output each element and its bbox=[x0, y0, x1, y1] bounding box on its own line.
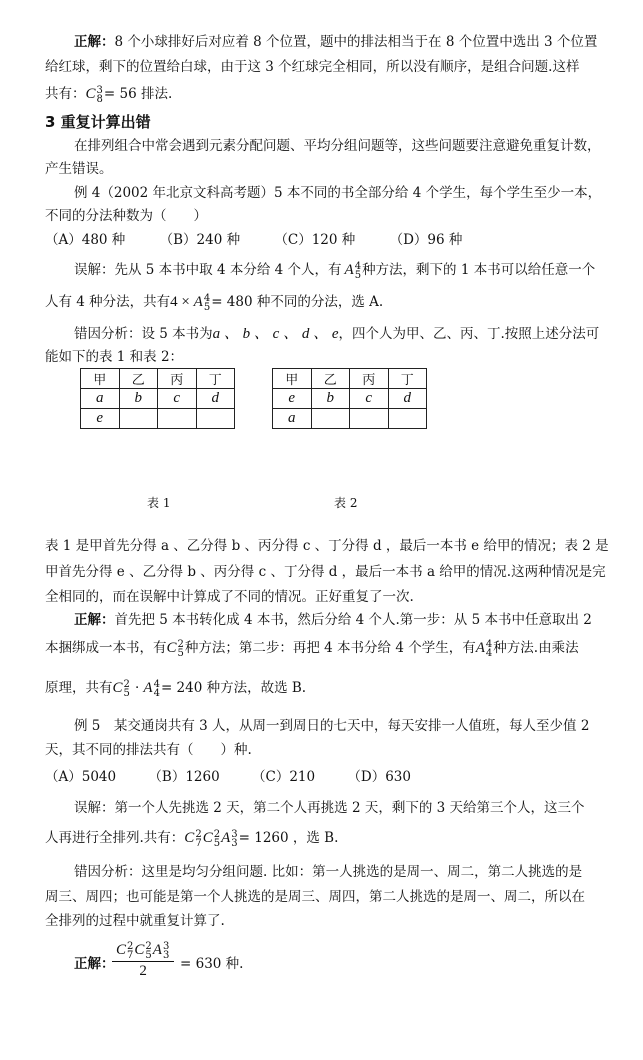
intro-line2: 产生错误。 bbox=[45, 161, 113, 177]
table-header-row bbox=[81, 369, 235, 389]
option-a: （A）5040 bbox=[45, 769, 117, 785]
ex4-explain-line3: 全相同的，而在误解中计算成了不同的情况。正好重复了一次. bbox=[45, 589, 414, 605]
ex5-line1: 例 5 某交通岗共有 3 人，从周一到周日的七天中，每天安排一人值班，每人至少值 2 bbox=[74, 718, 590, 734]
table-row bbox=[273, 409, 427, 429]
table-cell bbox=[311, 409, 350, 429]
math-sup: 4 bbox=[203, 292, 211, 304]
math-index: 2 5 bbox=[177, 638, 184, 659]
table-cell: 丁 bbox=[196, 369, 235, 389]
text: 错因分析：设 5 本书为 bbox=[74, 326, 213, 342]
option-b: （B）1260 bbox=[148, 769, 220, 785]
ex4-correct-line1 bbox=[74, 610, 592, 630]
correct-label: 正解： bbox=[74, 956, 115, 972]
correct-label: 正解： bbox=[74, 34, 115, 50]
table-row bbox=[81, 409, 235, 429]
math-index: 2 5 bbox=[213, 828, 221, 849]
option-b: （B）240 种 bbox=[159, 232, 241, 248]
table-cell: c bbox=[158, 389, 197, 409]
text: 种方法.由乘法 bbox=[493, 640, 579, 656]
table-cell bbox=[158, 409, 197, 429]
ex4-wrong-line1 bbox=[74, 260, 595, 280]
ex5-options bbox=[45, 767, 411, 787]
table-1-caption: 表 1 bbox=[147, 496, 171, 510]
table-cell: e bbox=[81, 409, 120, 429]
math-sub: 5 bbox=[354, 269, 362, 281]
ex5-analysis-line3: 全排列的过程中就重复计算了. bbox=[45, 913, 225, 929]
table-cell: c bbox=[350, 389, 389, 409]
table-cell bbox=[388, 409, 427, 429]
ex4-correct-line3: 原理，共有C 2 5 · A 4 4 = 240 种方法，故选 B. bbox=[45, 678, 307, 699]
math-index: 2 7 bbox=[195, 828, 202, 849]
math-index: 3 3 bbox=[231, 828, 238, 849]
ex5-analysis-line1: 错因分析：这里是均匀分组问题. 比如：第一人挑选的是周一、周二，第二人挑选的是 bbox=[74, 864, 583, 880]
table-header-row bbox=[273, 369, 427, 389]
option-d: （D）96 种 bbox=[389, 232, 463, 248]
table-cell: a bbox=[81, 389, 120, 409]
text: ，四个人为甲、乙、丙、丁.按照上述分法可 bbox=[338, 326, 600, 342]
math-index: 4 4 bbox=[153, 678, 160, 699]
ex5-line2: 天，其不同的排法共有（ ）种. bbox=[45, 742, 252, 758]
ex5-correct-label bbox=[74, 954, 115, 974]
table-cell: d bbox=[388, 389, 427, 409]
option-c: （C）120 种 bbox=[274, 232, 356, 248]
table-cell: e bbox=[273, 389, 312, 409]
math-letters: a 、 b 、 c 、 d 、 e bbox=[212, 326, 339, 342]
section-heading: 3 重复计算出错 bbox=[45, 113, 151, 131]
math-symbol: A bbox=[193, 294, 203, 310]
text: = 480 种不同的分法，选 A. bbox=[211, 294, 384, 310]
text: 人再进行全排列.共有： bbox=[45, 830, 185, 846]
math-symbol: A bbox=[344, 262, 354, 278]
text: = 56 排法. bbox=[103, 86, 173, 102]
ex5-analysis-line2: 周三、周四；也可能是第一个人挑选的是周三、周四，第二人挑选的是周一、周二，所以在 bbox=[45, 889, 585, 905]
text: 种方法；第二步：再把 4 本书分给 4 个学生，有 bbox=[184, 640, 476, 656]
ex5-correct-fraction bbox=[112, 940, 174, 980]
text: 人有 4 种分法，共有 bbox=[45, 294, 171, 310]
table-cell bbox=[119, 409, 158, 429]
table-row bbox=[273, 389, 427, 409]
ex4-analysis-line1 bbox=[74, 324, 599, 344]
table-cell bbox=[196, 409, 235, 429]
ex4-line2: 不同的分法种数为（ ） bbox=[45, 208, 207, 224]
text: 共有： bbox=[45, 86, 86, 102]
table-cell: 乙 bbox=[119, 369, 158, 389]
ex5-wrong-line1: 误解：第一个人先挑选 2 天，第二个人再挑选 2 天，剩下的 3 天给第三个人，这三个 bbox=[74, 800, 585, 816]
math-index bbox=[355, 262, 361, 280]
math-sup: 3 bbox=[96, 84, 103, 96]
table-cell: 甲 bbox=[81, 369, 120, 389]
math-index: 2 5 bbox=[123, 678, 130, 699]
table-2-caption: 表 2 bbox=[334, 496, 358, 510]
ex4-line1: 例 4（2002 年北京文科高考题）5 本不同的书全部分给 4 个学生，每个学生至少一本， bbox=[74, 185, 602, 201]
table-cell: b bbox=[119, 389, 158, 409]
math-index bbox=[97, 86, 103, 104]
text: = 1260 ，选 B. bbox=[238, 830, 339, 846]
para-correct-1-line3 bbox=[45, 84, 172, 104]
option-a: （A）480 种 bbox=[45, 232, 126, 248]
table-1 bbox=[80, 368, 235, 429]
fraction-numerator: C 2 7 C 2 5 A 3 3 bbox=[112, 940, 174, 962]
ex4-analysis-line2: 能如下的表 1 和表 2： bbox=[45, 349, 184, 365]
table-row bbox=[81, 389, 235, 409]
ex4-correct-line2: 本捆绑成一本书，有C 2 5 种方法；第二步：再把 4 本书分给 4 个学生，有A 4 4 种方法.由乘法 bbox=[45, 638, 579, 659]
table-cell bbox=[350, 409, 389, 429]
math-symbol: C bbox=[85, 86, 96, 102]
correct-label: 正解： bbox=[74, 612, 115, 628]
math-index bbox=[204, 294, 210, 312]
math-index: 4 4 bbox=[485, 638, 493, 659]
math-sup: 4 bbox=[354, 260, 362, 272]
math-sub: 5 bbox=[203, 301, 211, 313]
table-cell: 乙 bbox=[311, 369, 350, 389]
text: 原理，共有 bbox=[45, 680, 113, 696]
table-cell: a bbox=[273, 409, 312, 429]
ex4-wrong-line2 bbox=[45, 292, 383, 312]
table-cell: 甲 bbox=[273, 369, 312, 389]
math-expr: 4 × bbox=[170, 294, 194, 310]
text: = 240 种方法，故选 B. bbox=[160, 680, 307, 696]
option-c: （C）210 bbox=[251, 769, 316, 785]
table-cell: d bbox=[196, 389, 235, 409]
ex4-explain-line2: 甲首先分得 e 、乙分得 b 、丙分得 c 、丁分得 d ，最后一本书 a 给甲的情况.这两种情况是完 bbox=[45, 564, 606, 580]
ex5-correct-result: = 630 种. bbox=[180, 956, 244, 972]
fraction-denominator: 2 bbox=[139, 963, 147, 979]
text: 8 个小球排好后对应着 8 个位置，题中的排法相当于在 8 个位置中选出 3 个位置 bbox=[114, 34, 598, 50]
ex4-explain-line1: 表 1 是甲首先分得 a 、乙分得 b 、丙分得 c 、丁分得 d ，最后一本书 e 给甲的情况；表 2 是 bbox=[45, 538, 609, 554]
text: 首先把 5 本书转化成 4 本书，然后分给 4 个人.第一步：从 5 本书中任意取出 2 bbox=[114, 612, 592, 628]
text: 种方法，剩下的 1 本书可以给任意一个 bbox=[362, 262, 596, 278]
table-cell: 丙 bbox=[350, 369, 389, 389]
table-cell: 丙 bbox=[158, 369, 197, 389]
text: 误解：先从 5 本书中取 4 本分给 4 个人，有 bbox=[74, 262, 342, 278]
table-2 bbox=[272, 368, 427, 429]
table-cell: b bbox=[311, 389, 350, 409]
para-correct-1-line2: 给红球，剩下的位置给白球，由于这 3 个红球完全相同，所以没有顺序，是组合问题.这样 bbox=[45, 59, 580, 75]
ex5-wrong-line2: 人再进行全排列.共有：C 2 7 C 2 5 A 3 3 = 1260 ，选 B. bbox=[45, 828, 339, 849]
text: 本捆绑成一本书，有 bbox=[45, 640, 167, 656]
intro-line1: 在排列组合中常会遇到元素分配问题、平均分组问题等，这些问题要注意避免重复计数， bbox=[74, 138, 601, 154]
table-cell: 丁 bbox=[388, 369, 427, 389]
para-correct-1-line1 bbox=[74, 32, 597, 52]
math-sub: 8 bbox=[96, 93, 103, 105]
option-d: （D）630 bbox=[347, 769, 411, 785]
ex4-options bbox=[45, 230, 462, 250]
